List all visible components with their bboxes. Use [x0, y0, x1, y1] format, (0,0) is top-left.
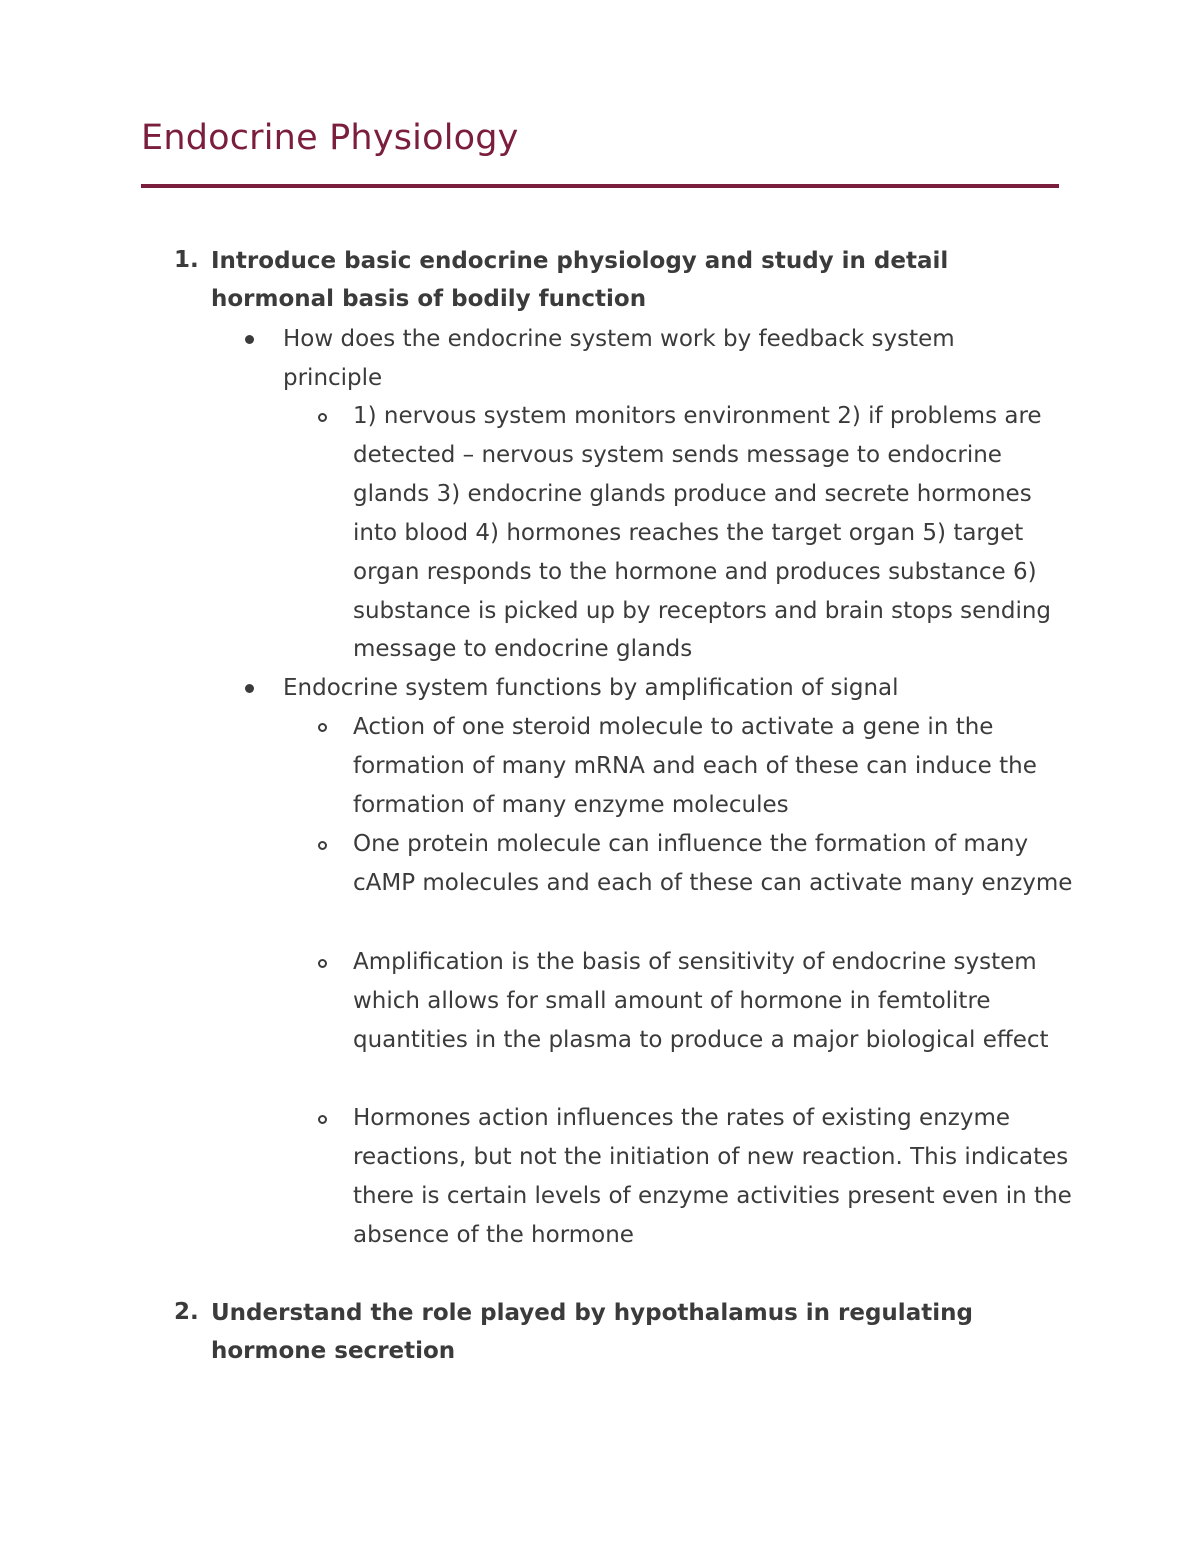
- bullet-dot: [245, 335, 254, 344]
- sub-bullet-item: One protein molecule can influence the formation of many cAMP molecules and each of these can activate many enzyme: [353, 831, 1073, 896]
- bullet-item: How does the endocrine system work by feedback system principle: [283, 326, 955, 391]
- bullet-dot: [245, 684, 254, 693]
- title-underline: [141, 184, 1059, 188]
- sub-bullet-circle: [318, 1115, 327, 1124]
- bullet-item: Endocrine system functions by amplification of signal: [283, 675, 899, 701]
- section-number: 2.: [174, 1299, 199, 1325]
- sub-bullet-item: Hormones action influences the rates of existing enzyme reactions, but not the initiation of new reaction. This indicates there is certain levels of enzyme activities present even in the absence of the hormone: [353, 1105, 1072, 1248]
- sub-bullet-item: Action of one steroid molecule to activate a gene in the formation of many mRNA and each of these can induce the formation of many enzyme molecules: [353, 714, 1037, 818]
- sub-bullet-circle: [318, 413, 327, 422]
- section-heading: Introduce basic endocrine physiology and study in detail hormonal basis of bodily function: [211, 248, 949, 312]
- sub-bullet-item: Amplification is the basis of sensitivity of endocrine system which allows for small amount of hormone in femtolitre quantities in the plasma to produce a major biological effect: [353, 949, 1049, 1053]
- section-number: 1.: [174, 247, 199, 273]
- sub-bullet-circle: [318, 959, 327, 968]
- sub-bullet-circle: [318, 841, 327, 850]
- sub-bullet-circle: [318, 723, 327, 732]
- document-title: Endocrine Physiology: [141, 118, 519, 158]
- sub-bullet-item: 1) nervous system monitors environment 2) if problems are detected – nervous system sends message to endocrine glands 3) endocrine glands produce and secrete hormones into blood 4) hormones reaches the target organ 5) target organ responds to the hormone and produces substance 6) substance is picked up by receptors and brain stops sending message to endocrine glands: [353, 403, 1052, 663]
- section-heading: Understand the role played by hypothalamus in regulating hormone secretion: [211, 1300, 973, 1364]
